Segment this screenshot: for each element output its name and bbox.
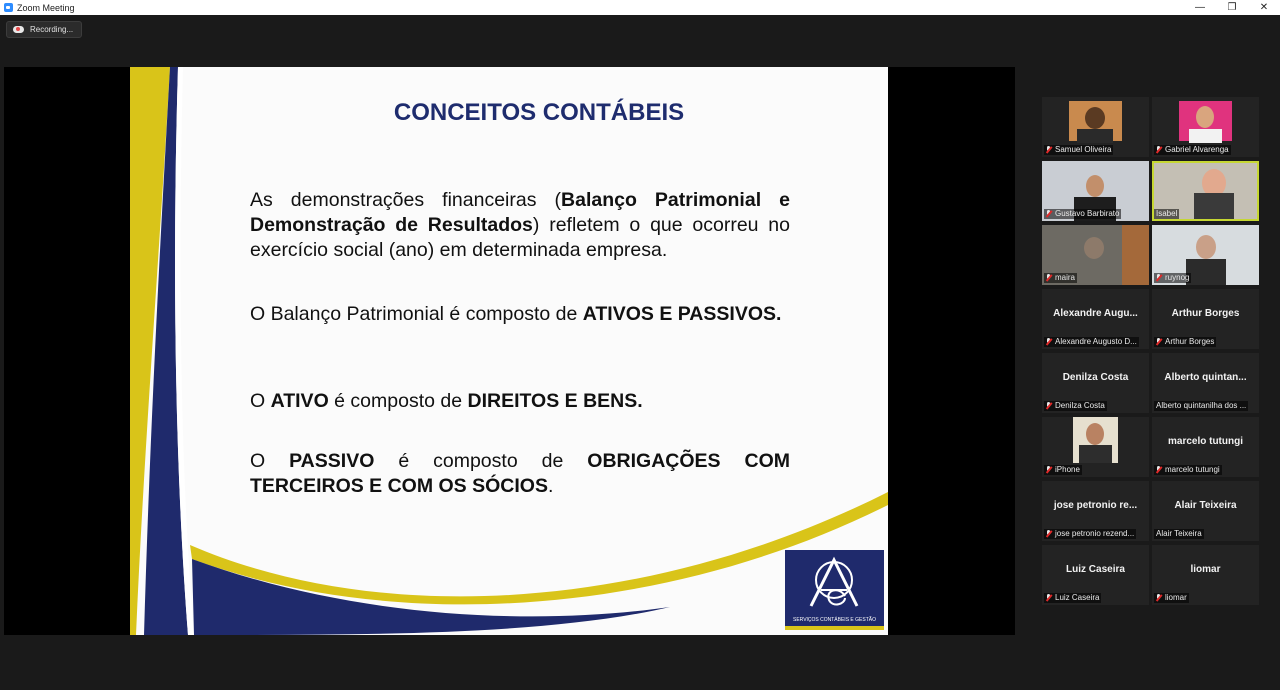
participant-name: Alair Teixeira	[1156, 529, 1202, 538]
p1-text-c: ) refletem o que ocorreu no exercício social (ano) em determinada empresa.	[250, 214, 790, 261]
participant-tile[interactable]	[1152, 481, 1259, 541]
participant-tile[interactable]	[1152, 353, 1259, 413]
participant-name: jose petronio rezend...	[1044, 529, 1136, 539]
window-controls	[1184, 0, 1280, 15]
close-button[interactable]: ✕	[1259, 2, 1269, 13]
participant-tile[interactable]	[1042, 225, 1149, 285]
muted-mic-icon	[1046, 146, 1052, 154]
company-logo	[785, 550, 884, 630]
participant-name: iPhone	[1044, 465, 1082, 475]
participant-display-name: Luiz Caseira	[1066, 564, 1125, 575]
p3-text-a: O	[250, 390, 271, 412]
participant-tile[interactable]	[1152, 225, 1259, 285]
participant-name: Alberto quintanilha dos ...	[1156, 401, 1247, 410]
muted-mic-icon	[1156, 594, 1162, 602]
slide-paragraph-2	[250, 302, 790, 327]
participant-name: Alexandre Augusto D...	[1044, 337, 1139, 347]
slide-swoosh-decoration	[130, 67, 888, 635]
p1-text-bold: Balanço Patrimonial e Demonstração de Resultados	[250, 189, 791, 236]
recording-label: Recording...	[30, 25, 74, 34]
participant-tile[interactable]	[1152, 417, 1259, 477]
participant-tile-active-speaker[interactable]	[1152, 161, 1259, 221]
participant-display-name: Denilza Costa	[1062, 372, 1129, 383]
participant-display-name: Alberto quintan...	[1164, 372, 1247, 383]
participant-video	[1069, 101, 1122, 141]
participant-video	[1179, 101, 1232, 141]
screen-share-view[interactable]	[4, 67, 1015, 635]
participant-name: ruynog	[1154, 273, 1191, 283]
participant-name: marcelo tutungi	[1154, 465, 1222, 475]
participant-display-name: liomar	[1190, 564, 1221, 575]
muted-mic-icon	[1046, 402, 1052, 410]
meeting-area	[0, 15, 1280, 690]
participant-display-name: jose petronio re...	[1053, 500, 1138, 511]
muted-mic-icon	[1156, 466, 1162, 474]
zoom-logo-icon	[4, 3, 13, 12]
participant-name: Gabriel Alvarenga	[1154, 145, 1231, 155]
participant-name: maira	[1044, 273, 1077, 283]
p2-text-a: O Balanço Patrimonial é composto de	[250, 303, 583, 325]
muted-mic-icon	[1046, 594, 1052, 602]
participant-name: Isabel	[1156, 209, 1178, 218]
slide-paragraph-4	[250, 449, 790, 499]
participant-display-name: Alexandre Augu...	[1053, 308, 1138, 319]
p4-text-c: é composto de	[374, 450, 588, 472]
participant-video	[1073, 417, 1118, 463]
participant-tile[interactable]	[1042, 481, 1149, 541]
participant-tile[interactable]	[1152, 545, 1259, 605]
participant-name: Arthur Borges	[1154, 337, 1216, 347]
presentation-slide	[130, 67, 888, 635]
title-bar	[0, 0, 1280, 15]
p2-text-bold: ATIVOS E PASSIVOS.	[582, 303, 782, 325]
muted-mic-icon	[1046, 274, 1052, 282]
participant-name: Luiz Caseira	[1044, 593, 1101, 603]
slide-paragraph-3	[250, 389, 790, 414]
slide-title: CONCEITOS CONTÁBEIS	[393, 99, 685, 126]
logo-caption: SERVIÇOS CONTÁBEIS E GESTÃO	[793, 617, 876, 623]
participant-tile[interactable]	[1042, 161, 1149, 221]
muted-mic-icon	[1156, 338, 1162, 346]
participant-name: Samuel Oliveira	[1044, 145, 1113, 155]
participant-display-name: Alair Teixeira	[1174, 500, 1237, 511]
participant-name: Gustavo Barbirato	[1044, 209, 1121, 219]
restore-button[interactable]: ❐	[1227, 2, 1237, 13]
cloud-recording-icon	[13, 26, 24, 33]
participant-tile[interactable]	[1152, 97, 1259, 157]
window-title: Zoom Meeting	[17, 2, 75, 13]
p3-text-c: é composto de	[328, 390, 468, 412]
minimize-button[interactable]: —	[1195, 2, 1205, 13]
p1-text-a: As demonstrações financeiras (	[250, 189, 562, 211]
participant-name: liomar	[1154, 593, 1189, 603]
participant-tile[interactable]	[1042, 289, 1149, 349]
p4-text-a: O	[250, 450, 290, 472]
participant-name: Denilza Costa	[1044, 401, 1107, 411]
p4-text-bold-1: PASSIVO	[289, 450, 375, 472]
muted-mic-icon	[1046, 530, 1052, 538]
p4-text-e: .	[547, 475, 554, 497]
participant-tile[interactable]	[1042, 545, 1149, 605]
participant-tile[interactable]	[1152, 289, 1259, 349]
p3-text-bold-1: ATIVO	[270, 390, 329, 412]
recording-indicator[interactable]	[6, 21, 82, 38]
participant-tile[interactable]	[1042, 97, 1149, 157]
muted-mic-icon	[1046, 338, 1052, 346]
muted-mic-icon	[1046, 210, 1052, 218]
participant-display-name: Arthur Borges	[1171, 308, 1240, 319]
muted-mic-icon	[1156, 274, 1162, 282]
logo-monogram-icon	[785, 550, 884, 614]
muted-mic-icon	[1156, 146, 1162, 154]
participant-display-name: marcelo tutungi	[1167, 436, 1243, 447]
p3-text-bold-2: DIREITOS E BENS.	[467, 390, 643, 412]
p4-text-bold-2: OBRIGAÇÕES COM TERCEIROS E COM OS SÓCIOS	[250, 450, 790, 497]
participant-tile[interactable]	[1042, 417, 1149, 477]
slide-paragraph-1	[250, 188, 790, 263]
participant-tile[interactable]	[1042, 353, 1149, 413]
muted-mic-icon	[1046, 466, 1052, 474]
